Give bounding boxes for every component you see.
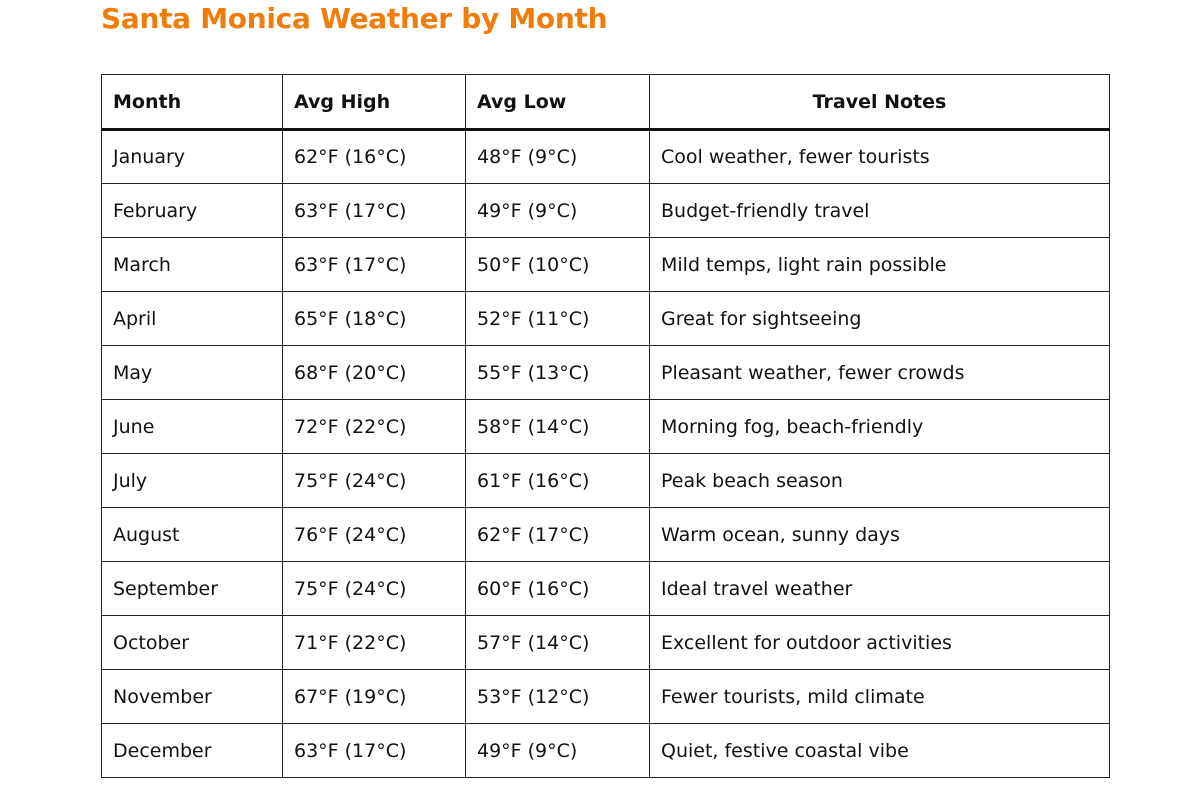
header-avg-high: Avg High: [283, 75, 466, 130]
table-row: [102, 616, 1110, 670]
cell-avg-high: 65°F (18°C): [283, 292, 466, 346]
cell-travel-notes: Fewer tourists, mild climate: [650, 670, 1110, 724]
cell-avg-high: 75°F (24°C): [283, 454, 466, 508]
cell-travel-notes: Quiet, festive coastal vibe: [650, 724, 1110, 778]
cell-avg-high: 76°F (24°C): [283, 508, 466, 562]
cell-avg-low: 61°F (16°C): [466, 454, 650, 508]
cell-month: February: [102, 184, 283, 238]
cell-avg-low: 57°F (14°C): [466, 616, 650, 670]
table-row: [102, 562, 1110, 616]
cell-avg-low: 53°F (12°C): [466, 670, 650, 724]
cell-avg-high: 68°F (20°C): [283, 346, 466, 400]
cell-month: March: [102, 238, 283, 292]
table-header: [102, 75, 1110, 130]
cell-month: May: [102, 346, 283, 400]
header-travel-notes: Travel Notes: [650, 75, 1110, 130]
cell-avg-low: 60°F (16°C): [466, 562, 650, 616]
cell-avg-low: 52°F (11°C): [466, 292, 650, 346]
cell-avg-low: 49°F (9°C): [466, 184, 650, 238]
cell-month: July: [102, 454, 283, 508]
table-row: [102, 292, 1110, 346]
cell-avg-high: 63°F (17°C): [283, 724, 466, 778]
cell-avg-low: 48°F (9°C): [466, 130, 650, 184]
header-avg-low: Avg Low: [466, 75, 650, 130]
cell-avg-high: 71°F (22°C): [283, 616, 466, 670]
cell-avg-high: 67°F (19°C): [283, 670, 466, 724]
cell-month: September: [102, 562, 283, 616]
cell-month: August: [102, 508, 283, 562]
cell-travel-notes: Great for sightseeing: [650, 292, 1110, 346]
cell-month: June: [102, 400, 283, 454]
table-row: [102, 670, 1110, 724]
table-row: [102, 130, 1110, 184]
table-row: [102, 454, 1110, 508]
cell-travel-notes: Warm ocean, sunny days: [650, 508, 1110, 562]
table-row: [102, 184, 1110, 238]
header-month: Month: [102, 75, 283, 130]
table-row: [102, 346, 1110, 400]
cell-travel-notes: Excellent for outdoor activities: [650, 616, 1110, 670]
cell-avg-high: 62°F (16°C): [283, 130, 466, 184]
cell-avg-low: 58°F (14°C): [466, 400, 650, 454]
cell-avg-low: 55°F (13°C): [466, 346, 650, 400]
cell-month: October: [102, 616, 283, 670]
cell-month: April: [102, 292, 283, 346]
page-title: Santa Monica Weather by Month: [101, 2, 608, 35]
cell-avg-high: 63°F (17°C): [283, 238, 466, 292]
cell-avg-high: 75°F (24°C): [283, 562, 466, 616]
cell-travel-notes: Mild temps, light rain possible: [650, 238, 1110, 292]
table-row: [102, 724, 1110, 778]
cell-avg-low: 49°F (9°C): [466, 724, 650, 778]
cell-month: December: [102, 724, 283, 778]
cell-month: November: [102, 670, 283, 724]
table-body: [102, 130, 1110, 778]
cell-travel-notes: Cool weather, fewer tourists: [650, 130, 1110, 184]
cell-travel-notes: Budget-friendly travel: [650, 184, 1110, 238]
cell-month: January: [102, 130, 283, 184]
weather-table: [101, 74, 1110, 778]
cell-avg-low: 50°F (10°C): [466, 238, 650, 292]
cell-travel-notes: Ideal travel weather: [650, 562, 1110, 616]
cell-avg-high: 72°F (22°C): [283, 400, 466, 454]
cell-avg-low: 62°F (17°C): [466, 508, 650, 562]
table-row: [102, 400, 1110, 454]
table-row: [102, 238, 1110, 292]
header-row: [102, 75, 1110, 130]
cell-travel-notes: Morning fog, beach-friendly: [650, 400, 1110, 454]
cell-travel-notes: Pleasant weather, fewer crowds: [650, 346, 1110, 400]
cell-avg-high: 63°F (17°C): [283, 184, 466, 238]
table-row: [102, 508, 1110, 562]
cell-travel-notes: Peak beach season: [650, 454, 1110, 508]
